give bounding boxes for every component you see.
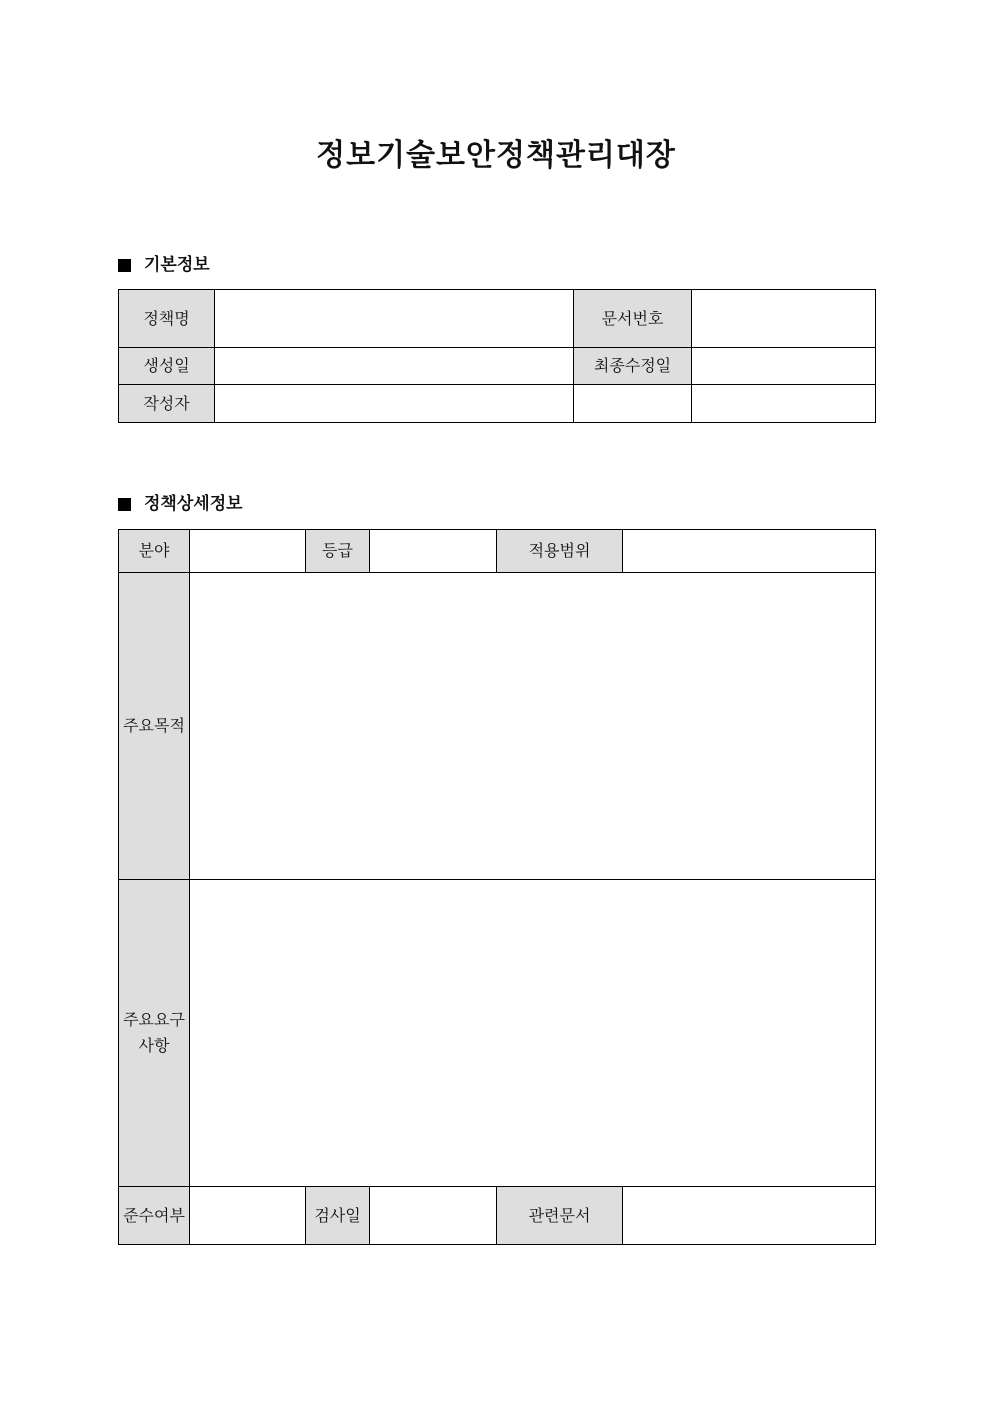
related-docs-field[interactable] — [623, 1187, 876, 1245]
table-row — [119, 880, 876, 1187]
basic-info-table — [118, 289, 876, 423]
detail-info-table — [118, 529, 876, 1245]
table-row — [119, 290, 876, 348]
square-bullet-icon — [118, 498, 131, 511]
table-row — [119, 1187, 876, 1245]
square-bullet-icon — [118, 259, 131, 272]
scope-label: 적용범위 — [497, 530, 623, 573]
grade-field[interactable] — [370, 530, 497, 573]
table-row — [119, 348, 876, 385]
author-field[interactable] — [215, 385, 574, 423]
doc-number-label: 문서번호 — [574, 290, 692, 348]
section-heading-basic — [118, 254, 210, 276]
inspection-date-label: 검사일 — [306, 1187, 370, 1245]
grade-label: 등급 — [306, 530, 370, 573]
scope-field[interactable] — [623, 530, 876, 573]
author-label: 작성자 — [119, 385, 215, 423]
last-modified-field[interactable] — [692, 348, 876, 385]
purpose-field[interactable] — [190, 573, 876, 880]
created-date-label: 생성일 — [119, 348, 215, 385]
table-row — [119, 530, 876, 573]
inspection-date-field[interactable] — [370, 1187, 497, 1245]
requirements-field[interactable] — [190, 880, 876, 1187]
policy-name-label: 정책명 — [119, 290, 215, 348]
section-heading-basic-label: 기본정보 — [144, 255, 210, 275]
empty-cell[interactable] — [692, 385, 876, 423]
policy-name-field[interactable] — [215, 290, 574, 348]
empty-cell[interactable] — [574, 385, 692, 423]
compliance-label: 준수여부 — [119, 1187, 190, 1245]
section-heading-detail — [118, 493, 243, 515]
category-label: 분야 — [119, 530, 190, 573]
compliance-field[interactable] — [190, 1187, 306, 1245]
section-heading-detail-label: 정책상세정보 — [144, 494, 243, 514]
page-title: 정보기술보안정책관리대장 — [316, 138, 676, 173]
table-row — [119, 573, 876, 880]
related-docs-label: 관련문서 — [497, 1187, 623, 1245]
purpose-label: 주요목적 — [119, 573, 190, 880]
table-row — [119, 385, 876, 423]
category-field[interactable] — [190, 530, 306, 573]
doc-number-field[interactable] — [692, 290, 876, 348]
requirements-label: 주요요구사항 — [119, 880, 190, 1187]
last-modified-label: 최종수정일 — [574, 348, 692, 385]
created-date-field[interactable] — [215, 348, 574, 385]
